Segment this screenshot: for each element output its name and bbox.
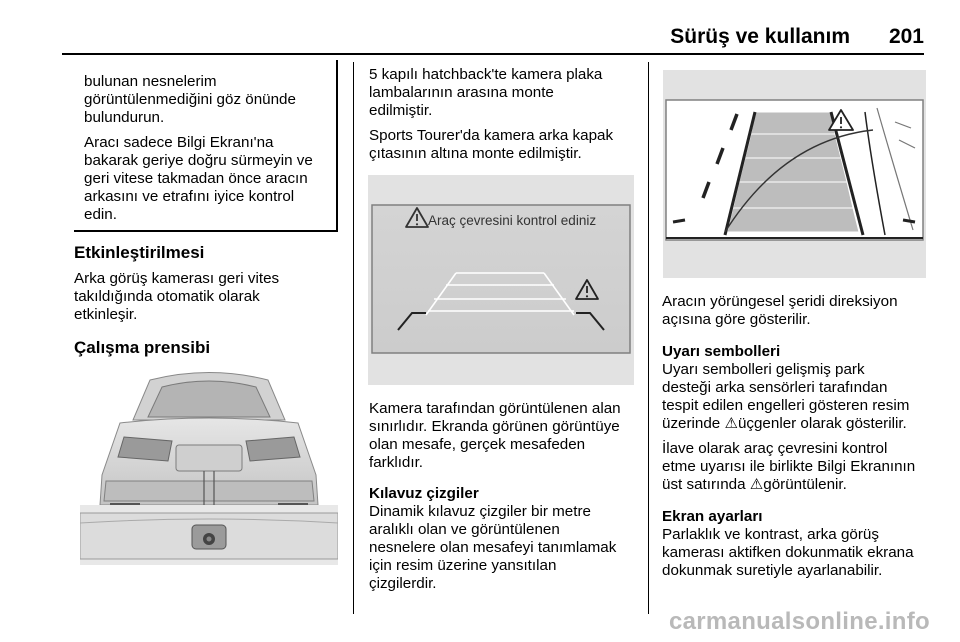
- col3-line: etme uyarısı ile birlikte Bilgi Ekranının: [662, 458, 916, 475]
- col2-line: nesnelere olan mesafeyi tanımlamak: [369, 539, 617, 556]
- col2-line: farklıdır.: [369, 454, 424, 471]
- col3-line: desteği arka sensörleri tarafından: [662, 379, 888, 396]
- col3-line: kamerası aktifken dokunmatik ekrana: [662, 544, 914, 561]
- car-rear-camera-illustration: [80, 365, 338, 575]
- warning-triangle-icon: ⚠: [749, 476, 764, 493]
- note-line: edin.: [84, 206, 117, 223]
- camera-screen-illustration: [368, 175, 634, 385]
- activation-line: Arka görüş kamerası geri vites: [74, 270, 280, 287]
- col3-line: [662, 415, 907, 433]
- note-line: arkasını ve etrafını iyice kontrol: [84, 188, 295, 205]
- activation-line: etkinleşir.: [74, 306, 138, 323]
- note-line: görüntülenmediğini göz önünde: [84, 91, 296, 108]
- note-line: bulundurun.: [84, 109, 165, 126]
- col2-line: için resim üzerine yansıtılan: [369, 557, 557, 574]
- col2-line: sınırlıdır. Ekranda görünen görüntüye: [369, 418, 620, 435]
- note-line: bulunan nesnelerim: [84, 73, 217, 90]
- heading-screen-settings: Ekran ayarları: [662, 508, 763, 525]
- col3-line: [662, 476, 847, 494]
- heading-activation: Etkinleştirilmesi: [74, 243, 205, 262]
- header-title: Sürüş ve kullanım: [670, 25, 850, 48]
- col3-line: Parlaklık ve kontrast, arka görüş: [662, 526, 879, 543]
- trajectory-guide-illustration: [663, 70, 926, 278]
- col2-line: edilmiştir.: [369, 102, 433, 119]
- page-number: 201: [888, 25, 924, 48]
- col2-line: lambalarının arasına monte: [369, 84, 554, 101]
- col2-line: olan mesafe, gerçek mesafeden: [369, 436, 586, 453]
- column-divider-1: [353, 62, 354, 614]
- col2-line: aralıklı olan ve görüntülenen: [369, 521, 560, 538]
- heading-symbols: Uyarı sembolleri: [662, 343, 781, 360]
- col2-line: çizgilerdir.: [369, 575, 437, 592]
- col2-line: 5 kapılı hatchback'te kamera plaka: [369, 66, 603, 83]
- col3-line: açısına göre gösterilir.: [662, 311, 811, 328]
- note-line: Aracı sadece Bilgi Ekranı'na: [84, 134, 274, 151]
- header-rule: [62, 53, 924, 55]
- symbols-line4-post: üçgenler olarak gösterilir.: [737, 415, 907, 432]
- heading-principle: Çalışma prensibi: [74, 338, 211, 357]
- symbols-line4-pre: üzerinde: [662, 415, 725, 432]
- col3-line: Aracın yörüngesel şeridi direksiyon: [662, 293, 898, 310]
- heading-guides: Kılavuz çizgiler: [369, 485, 479, 502]
- watermark: carmanualsonline.info: [668, 608, 930, 635]
- col3-line: tespit edilen engelleri gösteren resim: [662, 397, 910, 414]
- activation-line: takıldığında otomatik olarak: [74, 288, 260, 305]
- col2-line: Sports Tourer'da kamera arka kapak: [369, 127, 614, 144]
- col3-line: İlave olarak araç çevresini kontrol: [662, 440, 888, 457]
- col3-line: dokunmak suretiyle ayarlanabilir.: [662, 562, 883, 579]
- note-line: geri vitese takmadan önce aracın: [84, 170, 308, 187]
- extra-line3-post: görüntülenir.: [763, 476, 847, 493]
- col2-line: Kamera tarafından görüntülenen alan: [369, 400, 621, 417]
- screen-warning-text: Araç çevresini kontrol ediniz: [428, 213, 597, 228]
- note-line: bakarak geriye doğru sürmeyin ve: [84, 152, 313, 169]
- warning-triangle-icon: ⚠: [724, 415, 738, 432]
- column-divider-2: [648, 62, 649, 614]
- col2-line: Dinamik kılavuz çizgiler bir metre: [369, 503, 591, 520]
- col2-line: çıtasının altına monte edilmiştir.: [369, 145, 582, 162]
- col3-line: Uyarı sembolleri gelişmiş park: [662, 361, 865, 378]
- extra-line3-pre: üst satırında: [662, 476, 750, 493]
